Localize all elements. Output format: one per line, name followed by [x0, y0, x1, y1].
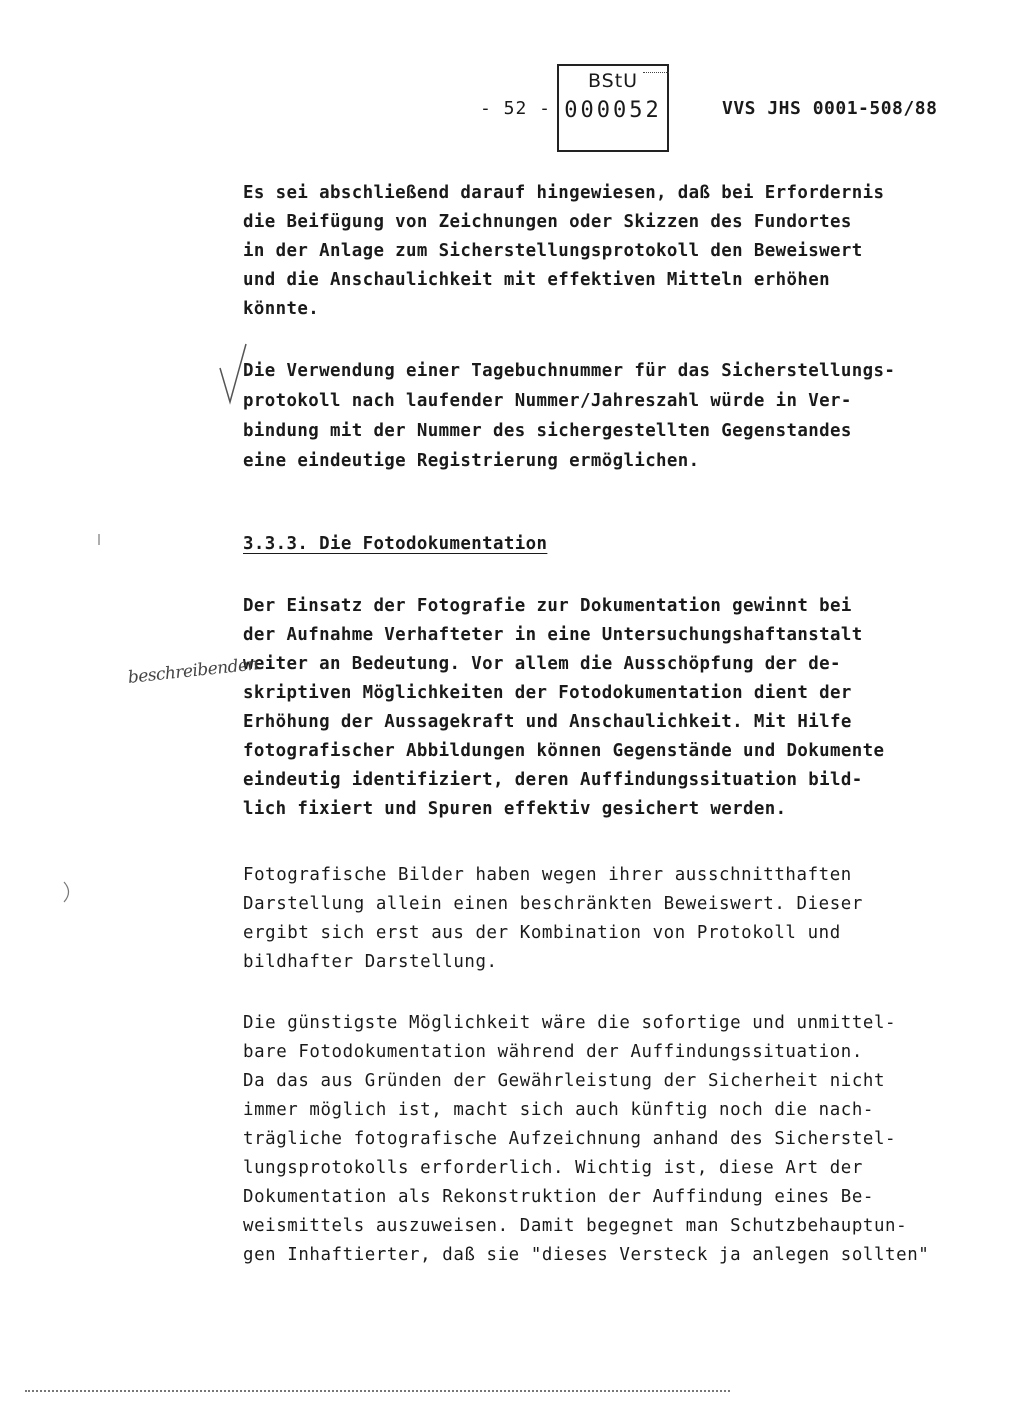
text-line: Die Verwendung einer Tagebuchnummer für das Sicherstellungs- [243, 361, 896, 381]
text-line: bare Fotodokumentation während der Auffindungssituation. [243, 1042, 863, 1062]
text-line: gen Inhaftierter, daß sie "dieses Versteck ja anlegen sollten" [243, 1245, 930, 1265]
text-line: immer möglich ist, macht sich auch künftig noch die nach- [243, 1100, 874, 1120]
paragraph-photo-use [243, 592, 884, 824]
stamp-agency: BStU [587, 70, 639, 92]
text-line: bildhafter Darstellung. [243, 952, 498, 972]
paragraph-closing-remark [243, 179, 884, 324]
text-line: eine eindeutige Registrierung ermöglichen. [243, 451, 700, 471]
paragraph-photo-evidence [243, 861, 863, 977]
section-heading: 3.3.3. Die Fotodokumentation [243, 534, 548, 554]
document-reference: VVS JHS 0001-508/88 [722, 98, 938, 119]
text-line: eindeutig identifiziert, deren Auffindungssituation bild- [243, 770, 863, 790]
text-line: Da das aus Gründen der Gewährleistung der Sicherheit nicht [243, 1071, 886, 1091]
text-line: könnte. [243, 299, 320, 319]
text-line: trägliche fotografische Aufzeichnung anhand des Sicherstel- [243, 1129, 897, 1149]
text-line: Die günstigste Möglichkeit wäre die sofortige und unmittel- [243, 1013, 897, 1033]
text-line: der Aufnahme Verhafteter in eine Untersuchungshaftanstalt [243, 625, 863, 645]
text-line: protokoll nach laufender Nummer/Jahreszahl würde in Ver- [243, 391, 852, 411]
page-number: - 52 - [480, 98, 552, 119]
text-line: weiter an Bedeutung. Vor allem die Ausschöpfung der de- [243, 654, 841, 674]
text-line: Erhöhung der Aussagekraft und Anschaulichkeit. Mit Hilfe [243, 712, 852, 732]
text-line: ergibt sich erst aus der Kombination von Protokoll und [243, 923, 841, 943]
stamp-dotted-mark [643, 72, 669, 73]
paragraph-photo-timing [243, 1009, 929, 1270]
margin-bracket-icon [60, 880, 76, 906]
text-line: die Beifügung von Zeichnungen oder Skizzen des Fundortes [243, 212, 852, 232]
text-line: Fotografische Bilder haben wegen ihrer ausschnitthaften [243, 865, 852, 885]
text-line: weismittels auszuweisen. Damit begegnet man Schutzbehauptun- [243, 1216, 908, 1236]
text-line: bindung mit der Nummer des sichergestellten Gegenstandes [243, 421, 852, 441]
text-line: Dokumentation als Rekonstruktion der Auffindung eines Be- [243, 1187, 874, 1207]
text-line: und die Anschaulichkeit mit effektiven Mitteln erhöhen [243, 270, 830, 290]
margin-tick-icon [94, 532, 104, 548]
paragraph-diary-number [243, 356, 895, 476]
bottom-dotted-rule [25, 1390, 730, 1392]
text-line: skriptiven Möglichkeiten der Fotodokumentation dient der [243, 683, 852, 703]
text-line: lungsprotokolls erforderlich. Wichtig ist, diese Art der [243, 1158, 863, 1178]
text-line: fotografischer Abbildungen können Gegenstände und Dokumente [243, 741, 885, 761]
text-line: Der Einsatz der Fotografie zur Dokumentation gewinnt bei [243, 596, 852, 616]
text-line: Es sei abschließend darauf hingewiesen, daß bei Erfordernis [243, 183, 885, 203]
text-line: Darstellung allein einen beschränkten Beweiswert. Dieser [243, 894, 863, 914]
text-line: lich fixiert und Spuren effektiv gesichert werden. [243, 799, 787, 819]
handwritten-margin-note: beschreibenden [126, 654, 259, 688]
archive-stamp [557, 64, 669, 152]
text-line: in der Anlage zum Sicherstellungsprotokoll den Beweiswert [243, 241, 863, 261]
stamp-number: 000052 [564, 98, 662, 123]
